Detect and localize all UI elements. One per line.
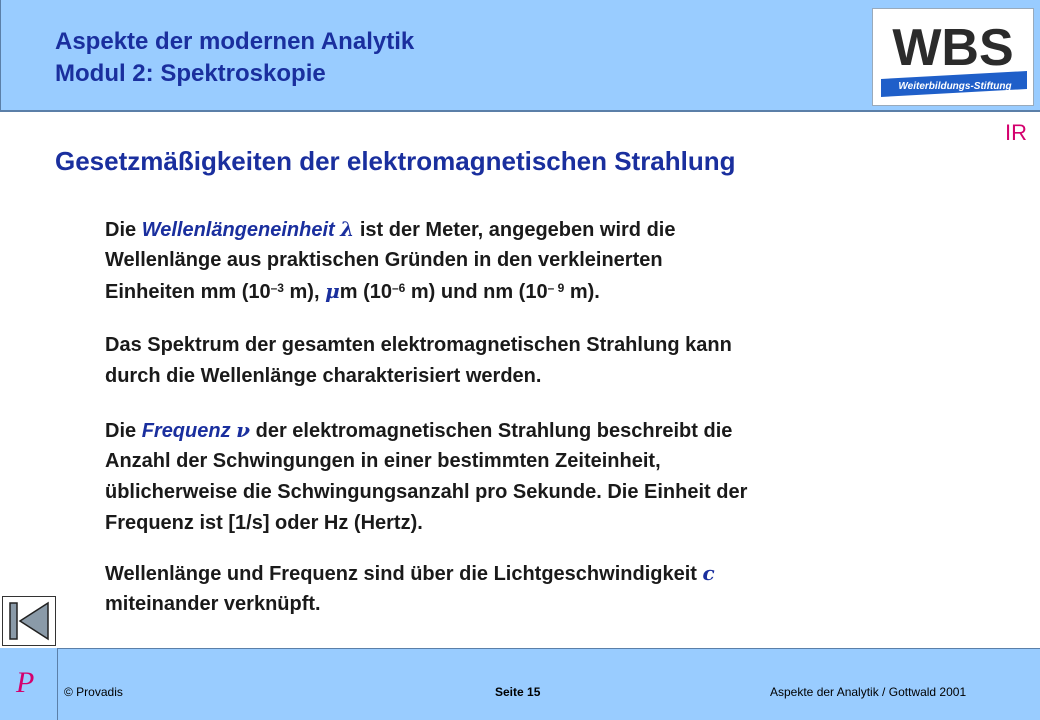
lambda-symbol: λ	[340, 217, 355, 241]
exponent: – 9	[547, 281, 565, 295]
para3-line1	[105, 415, 732, 447]
para1-line2: Wellenlänge aus praktischen Gründen in den verkleinerten	[105, 249, 663, 271]
header-border	[0, 0, 1, 112]
text: Die	[105, 420, 142, 442]
para3-line3: üblicherweise die Schwingungsanzahl pro Sekunde. Die Einheit der	[105, 481, 748, 503]
exponent: –6	[391, 281, 406, 295]
para2-line2: durch die Wellenlänge charakterisiert werden.	[105, 365, 542, 387]
section-tag: IR	[1005, 120, 1027, 145]
para2-line1: Das Spektrum der gesamten elektromagnetischen Strahlung kann	[105, 334, 732, 356]
module-title: Modul 2: Spektroskopie	[55, 60, 326, 87]
skip-back-icon	[3, 597, 55, 645]
slide-heading: Gesetzmäßigkeiten der elektromagnetischen Strahlung	[55, 146, 736, 176]
wbs-logo-graphic	[873, 9, 1033, 105]
logo-subtext: Weiterbildungs-Stiftung	[898, 81, 1012, 92]
term-frequenz: Frequenz	[141, 420, 231, 442]
exponent: –3	[270, 281, 284, 295]
term-wellenlaengeneinheit: Wellenlängeneinheit	[141, 219, 335, 241]
footer-bar	[0, 648, 1040, 720]
para1-line3	[105, 276, 600, 308]
text: Wellenlänge und Frequenz sind über die Lichtgeschwindigkeit	[105, 563, 703, 585]
nu-symbol: ν	[236, 418, 251, 442]
footer-course: Aspekte der Analytik / Gottwald 2001	[770, 685, 967, 699]
first-slide-button[interactable]	[2, 596, 56, 646]
logo-text: WBS	[892, 19, 1014, 77]
text: m).	[564, 281, 600, 303]
text: m (10	[339, 281, 392, 303]
text: ist der Meter, angegeben wird die	[354, 219, 676, 241]
text: Einheiten mm (10	[105, 281, 271, 303]
para4-line1	[105, 558, 715, 590]
provadis-logo-letter: P	[16, 666, 35, 699]
mu-symbol: μ	[325, 279, 340, 303]
para4-line2: miteinander verknüpft.	[105, 593, 321, 615]
footer-page-number: Seite 15	[495, 685, 541, 699]
course-title: Aspekte der modernen Analytik	[55, 28, 415, 55]
text: der elektromagnetischen Strahlung beschreibt die	[250, 420, 733, 442]
c-symbol: c	[702, 561, 715, 585]
para1-line1	[105, 214, 675, 246]
wbs-logo	[872, 8, 1034, 106]
text: m) und nm (10	[405, 281, 548, 303]
para3-line2: Anzahl der Schwingungen in einer bestimmten Zeiteinheit,	[105, 450, 661, 472]
text: m),	[283, 281, 326, 303]
para3-line4: Frequenz ist [1/s] oder Hz (Hertz).	[105, 512, 423, 534]
text: Die	[105, 219, 142, 241]
footer-copyright: © Provadis	[64, 685, 123, 699]
